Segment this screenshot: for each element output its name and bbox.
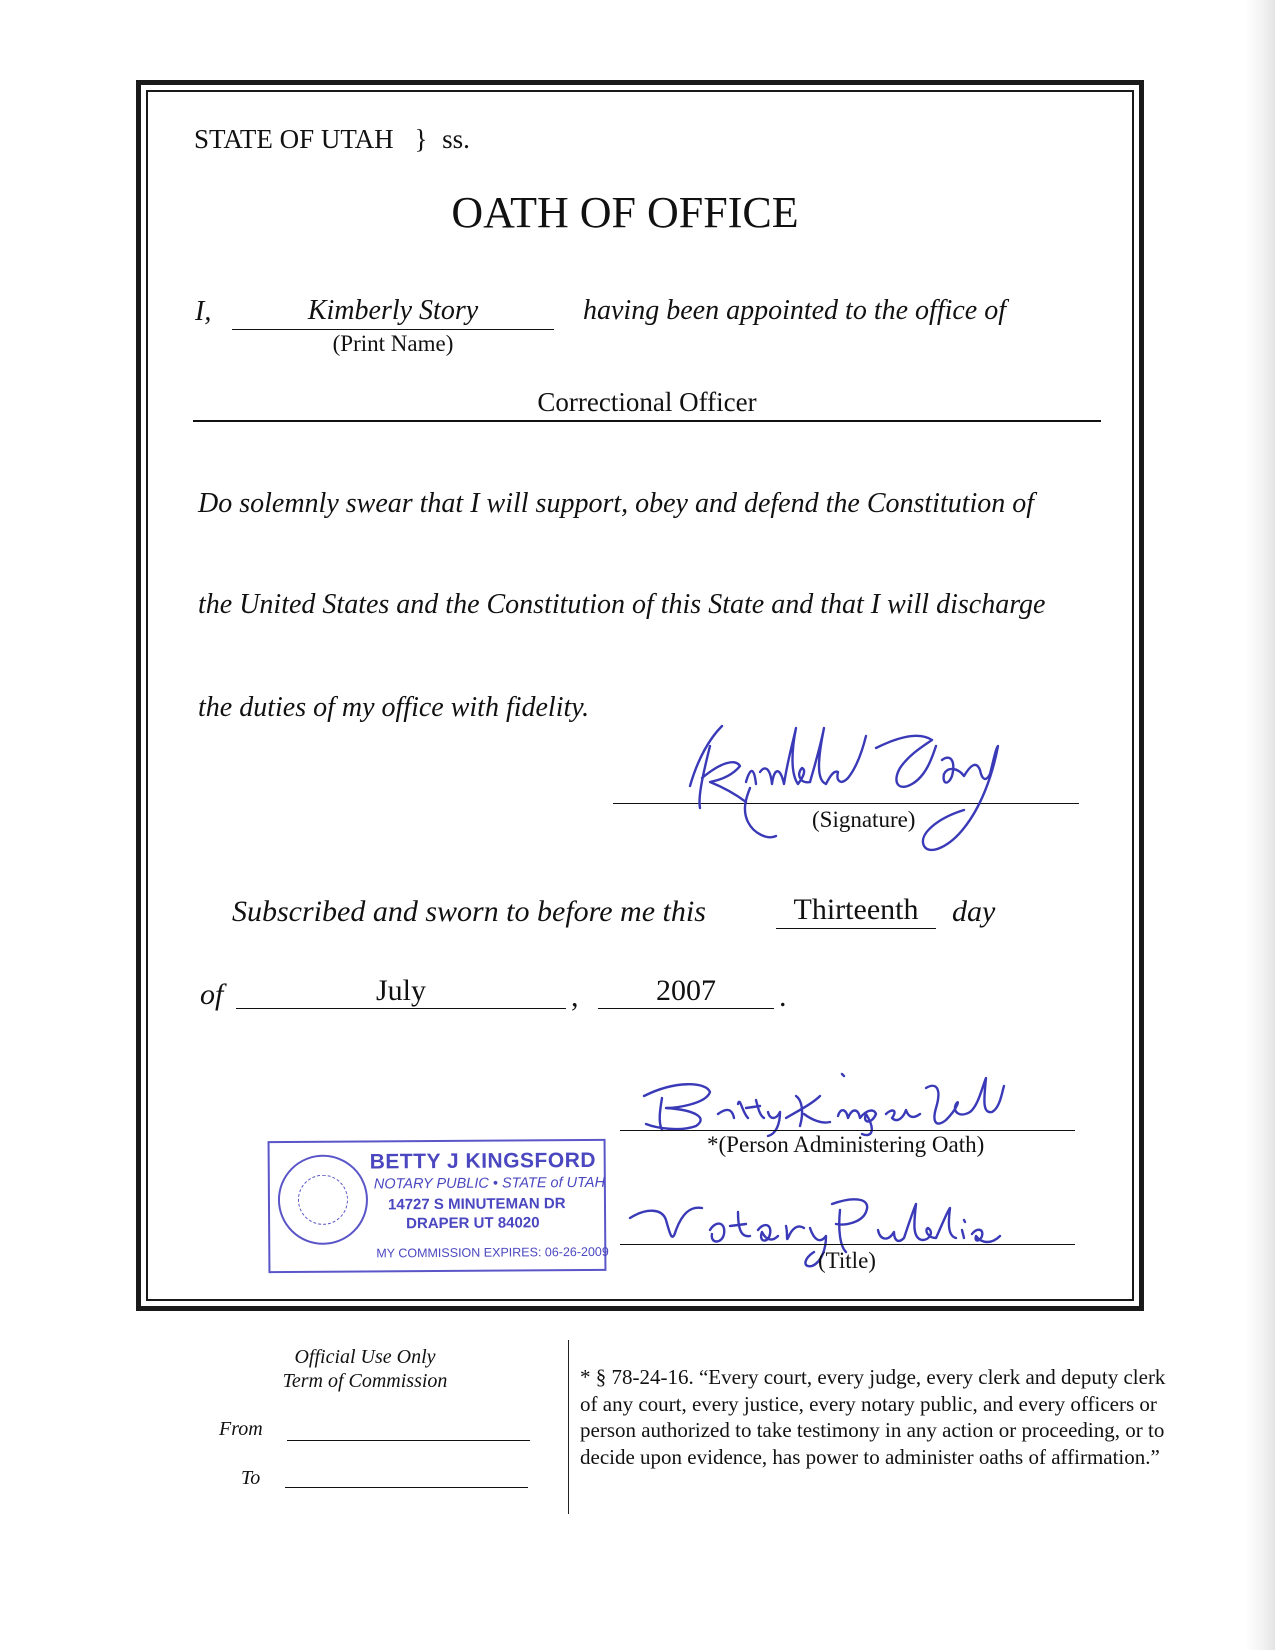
stamp-line-2: NOTARY PUBLIC • STATE of UTAH xyxy=(373,1174,606,1193)
oath-pronoun: I, xyxy=(195,296,212,327)
to-label: To xyxy=(241,1467,261,1489)
printed-name: Kimberly Story xyxy=(307,295,479,326)
year-line xyxy=(598,1008,774,1009)
seal-emblem xyxy=(298,1175,348,1225)
handwritten-title-notary-public xyxy=(626,1190,1006,1270)
sworn-prefix: Subscribed and sworn to before me this xyxy=(232,895,706,928)
sworn-day: Thirteenth xyxy=(793,893,919,926)
notary-stamp xyxy=(268,1139,607,1273)
title-line xyxy=(620,1244,1075,1245)
from-label: From xyxy=(219,1418,263,1440)
administrator-caption: *(Person Administering Oath) xyxy=(707,1132,985,1157)
oath-line-1: Do solemnly swear that I will support, obey and defend the Constitution of xyxy=(198,488,1035,519)
page-edge-shadow xyxy=(1245,0,1275,1650)
sworn-comma: , xyxy=(571,980,579,1013)
stamp-line-4: DRAPER UT 84020 xyxy=(406,1214,540,1233)
sworn-of-word: of xyxy=(200,978,224,1011)
from-field-line[interactable] xyxy=(287,1440,530,1441)
signature-caption: (Signature) xyxy=(812,807,916,832)
state-name: STATE OF UTAH xyxy=(194,124,394,154)
sworn-period: . xyxy=(779,980,787,1013)
name-line xyxy=(232,329,554,330)
sworn-day-word: day xyxy=(952,895,996,928)
venue-heading xyxy=(194,124,470,155)
term-of-commission-label: Term of Commission xyxy=(282,1370,448,1392)
day-line xyxy=(776,928,936,929)
sworn-year: 2007 xyxy=(656,974,716,1007)
sworn-month: July xyxy=(375,974,426,1007)
to-field-line[interactable] xyxy=(285,1487,528,1488)
month-line xyxy=(236,1008,566,1009)
venue-brace: } xyxy=(414,124,428,154)
state-seal-icon xyxy=(278,1154,369,1245)
handwritten-signature-kimberly-story xyxy=(680,718,1010,878)
administrator-line xyxy=(620,1130,1075,1131)
office-title: Correctional Officer xyxy=(537,387,757,417)
title-caption: (Title) xyxy=(818,1248,876,1273)
stamp-name: BETTY J KINGSFORD xyxy=(369,1148,597,1174)
document-title: OATH OF OFFICE xyxy=(451,188,799,237)
footer-divider xyxy=(568,1340,569,1514)
appointment-phrase: having been appointed to the office of xyxy=(583,295,1007,326)
handwritten-signature-betty-kingsford xyxy=(636,1068,1026,1138)
oath-line-3: the duties of my office with fidelity. xyxy=(198,692,590,723)
statute-note: * § 78-24-16. “Every court, every judge, every clerk and deputy clerk of any court, every justice, every notary public, and every officers or person authorized to take testimony in any action or proceeding, or to decide upon evidence, has power to administer oaths of affirmation.” xyxy=(580,1365,1166,1469)
office-line xyxy=(193,420,1101,422)
official-use-label: Official Use Only xyxy=(294,1346,436,1368)
venue-ss: ss. xyxy=(442,124,470,154)
oath-line-2: the United States and the Constitution of this State and that I will discharge xyxy=(198,589,1046,620)
stamp-line-3: 14727 S MINUTEMAN DR xyxy=(387,1195,566,1214)
print-name-caption: (Print Name) xyxy=(332,331,454,356)
stamp-line-5: MY COMMISSION EXPIRES: 06-26-2009 xyxy=(376,1244,609,1261)
